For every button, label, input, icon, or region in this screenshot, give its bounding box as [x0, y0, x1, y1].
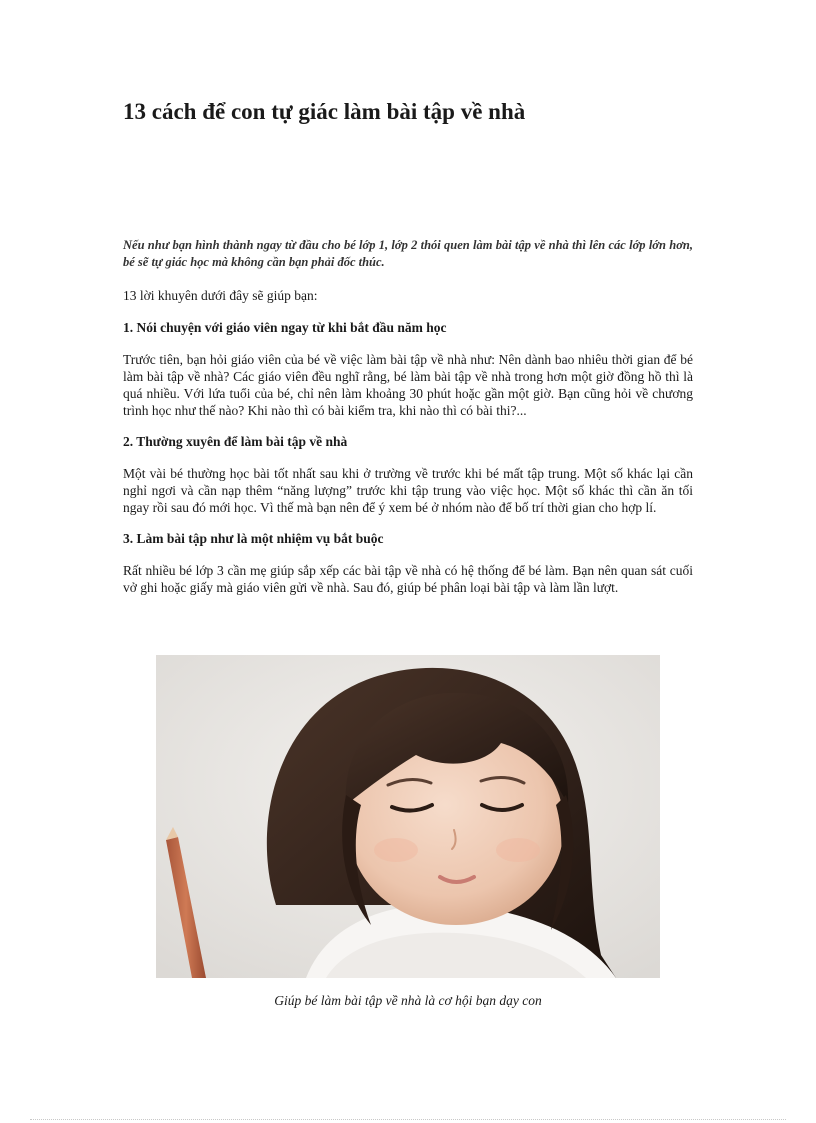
section-heading: 2. Thường xuyên để làm bài tập về nhà [123, 434, 348, 449]
section-body: Rất nhiều bé lớp 3 cần mẹ giúp sắp xếp các bài tập về nhà có hệ thống để bé làm. Bạn nên quan sát cuối vở ghi hoặc giấy mà giáo viên gửi về nhà. Sau đó, giúp bé phân loại bài tập và làm lần lượt. [123, 563, 693, 595]
section-2 [123, 433, 693, 516]
section-heading: 3. Làm bài tập như là một nhiệm vụ bắt buộc [123, 531, 384, 546]
image-caption: Giúp bé làm bài tập về nhà là cơ hội bạn dạy con [274, 993, 542, 1008]
section-heading: 1. Nói chuyện với giáo viên ngay từ khi bắt đầu năm học [123, 320, 447, 335]
section-body: Một vài bé thường học bài tốt nhất sau khi ở trường về trước khi bé mất tập trung. Một số khác lại cần nghỉ ngơi và cần nạp thêm “năng lượng” trước khi tập trung vào việc học. Một số khác thì cần ăn tối ngay rồi sau đó mới học. Vì thế mà bạn nên để ý xem bé ở nhóm nào để bố trí thời gian cho hợp lí. [123, 466, 693, 515]
section-1 [123, 319, 693, 419]
section-body: Trước tiên, bạn hỏi giáo viên của bé về việc làm bài tập về nhà như: Nên dành bao nhiêu thời gian để bé làm bài tập về nhà? Các giáo viên đều nghĩ rằng, bé làm bài tập về nhà trong hơn một giờ đồng hồ thì là quá nhiều. Với lứa tuổi của bé, chỉ nên làm khoảng 30 phút hoặc gần một giờ. Bạn cũng hỏi về chương trình học như thế nào? Khi nào thì có bài kiểm tra, khi nào thì có bài thi?... [123, 352, 693, 418]
page-footer-rule [30, 1119, 786, 1120]
article-intro: 13 lời khuyên dưới đây sẽ giúp bạn: [123, 288, 318, 303]
child-doing-homework-illustration [156, 655, 660, 978]
article-lead: Nếu như bạn hình thành ngay từ đầu cho bé lớp 1, lớp 2 thói quen làm bài tập về nhà thì lên các lớp lớn hơn, bé sẽ tự giác học mà không cần bạn phải đốc thúc. [123, 238, 693, 269]
article-title: 13 cách để con tự giác làm bài tập về nhà [123, 99, 526, 124]
article-photo [156, 655, 660, 978]
section-3 [123, 530, 693, 596]
article-content [123, 237, 693, 610]
